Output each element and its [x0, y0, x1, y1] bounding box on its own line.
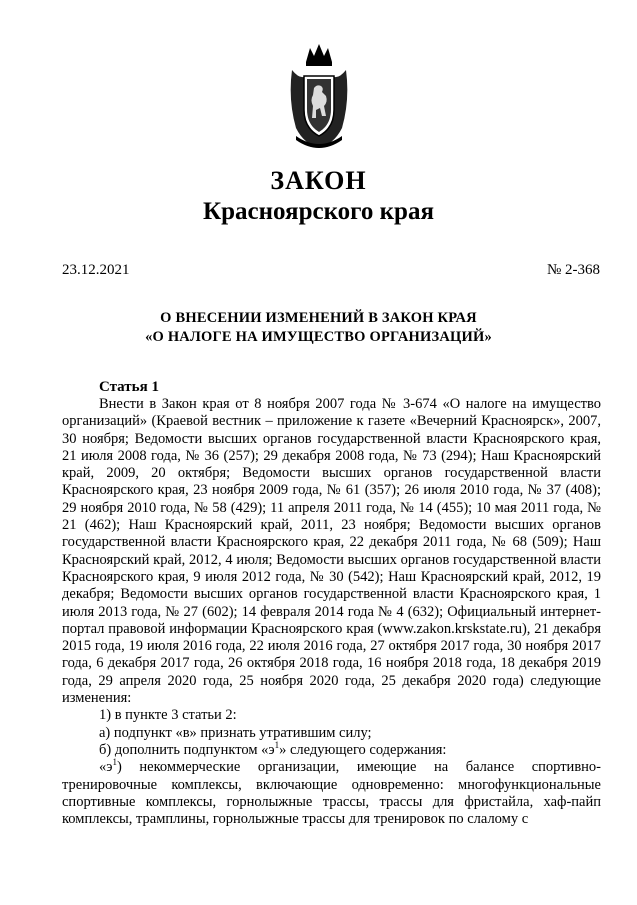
article-title: Статья 1 — [99, 379, 159, 395]
document-date: 23.12.2021 — [62, 262, 130, 278]
item-e1-text: ) некоммерческие организации, имеющие на балансе спортивно-тренировочные комплексы, включающие одновременно: многофункциональные спортивные комплексы, горнолыжные трассы, трассы для фристайла, хаф-пайп комплексы, трамплины, горнолыжные трассы для тренировок по слалому с — [62, 759, 601, 828]
item-b-text: б) дополнить подпунктом «э — [99, 741, 275, 758]
document-body — [62, 396, 601, 828]
law-heading-line-2: «О НАЛОГЕ НА ИМУЩЕСТВО ОРГАНИЗАЦИЙ» — [145, 329, 492, 345]
document-number: № 2-368 — [546, 262, 600, 278]
item-b — [62, 742, 601, 759]
law-heading-line-1: О ВНЕСЕНИИ ИЗМЕНЕНИЙ В ЗАКОН КРАЯ — [160, 310, 477, 326]
item-e1 — [62, 759, 601, 828]
item-1: 1) в пункте 3 статьи 2: — [99, 707, 237, 724]
item-e1-open: «э — [99, 759, 113, 776]
item-a: а) подпункт «в» признать утратившим силу; — [99, 724, 372, 741]
item-e1-superscript: 1 — [112, 757, 117, 768]
coat-of-arms-emblem — [286, 40, 352, 152]
issuer-subtitle: Красноярского края — [203, 198, 434, 225]
item-b-tail: » следующего содержания: — [279, 741, 447, 758]
document-type-title: ЗАКОН — [270, 166, 367, 195]
intro-paragraph: Внести в Закон края от 8 ноября 2007 года № 3-674 «О налоге на имущество организаций» (Краевой вестник – приложение к газете «Вечерний Красноярск», 2007, 30 ноября; Ведомости высших органов государственной власти Красноярского края, 21 июля 2008 года, № 36 (257); 29 декабря 2008 года, № 73 (294); Наш Красноярский край, 2009, 20 октября; Ведомости высших органов государственной власти Красноярского края, 23 ноября 2009 года, № 61 (357); 26 июля 2010 года, № 37 (408); 29 ноября 2010 года, № 58 (429); 11 апреля 2011 года, № 14 (455); 10 мая 2011 года, № 21 (462); Наш Красноярский край, 2011, 23 ноября; Ведомости высших органов государственной власти Красноярского края, 22 декабря 2011 года, № 68 (509); Наш Красноярский край, 2012, 4 июля; Ведомости высших органов государственной власти Красноярского края, 9 июля 2012 года, № 30 (542); Наш Красноярский край, 2012, 19 декабря; Ведомости высших органов государственной власти Красноярского края, 1 июля 2013 года, № 27 (602); 14 февраля 2014 года № 4 (632); Официальный интернет-портал правовой информации Красноярского края (www.zakon.krskstate.ru), 21 декабря 2015 года, 19 июля 2016 года, 22 июля 2016 года, 27 октября 2017 года, 30 ноября 2017 года, 6 декабря 2017 года, 26 октября 2018 года, 16 ноября 2018 года, 18 декабря 2019 года, 29 апреля 2020 года, 25 ноября 2020 года, 25 декабря 2020 года) следующие изменения: — [62, 396, 601, 707]
item-b-superscript: 1 — [274, 740, 280, 751]
